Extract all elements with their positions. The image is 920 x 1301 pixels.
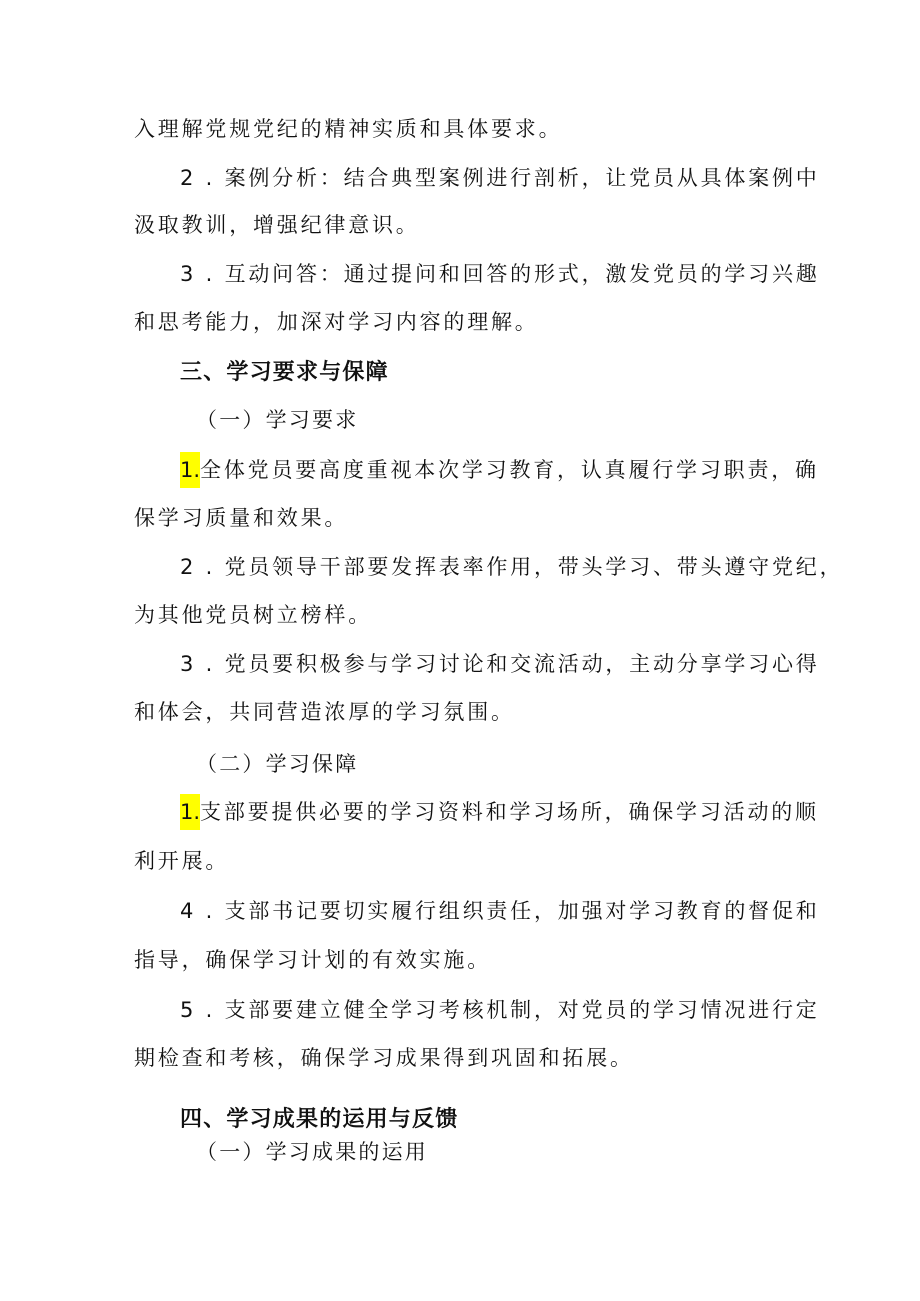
section-heading: 三、学习要求与保障 [180, 360, 389, 385]
paragraph-line: 2 . 党员领导干部要发挥表率作用，带头学习、带头遵守党纪， [180, 555, 844, 579]
subsection-heading: （一）学习要求 [196, 408, 359, 432]
paragraph-line: 保学习质量和效果。 [134, 506, 349, 530]
paragraph-line: 3 . 党员要积极参与学习讨论和交流活动，主动分享学习心得 [180, 652, 820, 676]
paragraph-line: 5 . 支部要建立健全学习考核机制，对党员的学习情况进行定 [180, 998, 820, 1022]
subsection-heading: （二）学习保障 [196, 752, 359, 776]
paragraph-text: 支部要提供必要的学习资料和学习场所，确保学习活动的顺 [200, 800, 819, 824]
paragraph-line: 和体会，共同营造浓厚的学习氛围。 [134, 700, 515, 724]
paragraph-line: 和思考能力，加深对学习内容的理解。 [134, 310, 539, 334]
highlight-marker: 1. [180, 452, 200, 488]
paragraph-line: 入理解党规党纪的精神实质和具体要求。 [134, 117, 563, 141]
paragraph-line: 指导，确保学习计划的有效实施。 [134, 948, 491, 972]
paragraph-line: 期检查和考核，确保学习成果得到巩固和拓展。 [134, 1046, 634, 1070]
paragraph-line: 2 . 案例分析：结合典型案例进行剖析，让党员从具体案例中 [180, 166, 820, 190]
highlight-marker: 1. [180, 794, 200, 830]
paragraph-line [180, 455, 819, 485]
paragraph-line: 利开展。 [134, 849, 230, 873]
paragraph-line: 4 . 支部书记要切实履行组织责任，加强对学习教育的督促和 [180, 899, 820, 923]
paragraph-line: 为其他党员树立榜样。 [134, 603, 372, 627]
paragraph-text: 全体党员要高度重视本次学习教育，认真履行学习职责，确 [200, 458, 819, 482]
subsection-heading: （一）学习成果的运用 [196, 1140, 428, 1164]
paragraph-line [180, 797, 819, 827]
paragraph-line: 汲取教训，增强纪律意识。 [134, 213, 420, 237]
paragraph-line: 3 . 互动问答：通过提问和回答的形式，激发党员的学习兴趣 [180, 262, 820, 286]
section-heading: 四、学习成果的运用与反馈 [180, 1107, 459, 1132]
